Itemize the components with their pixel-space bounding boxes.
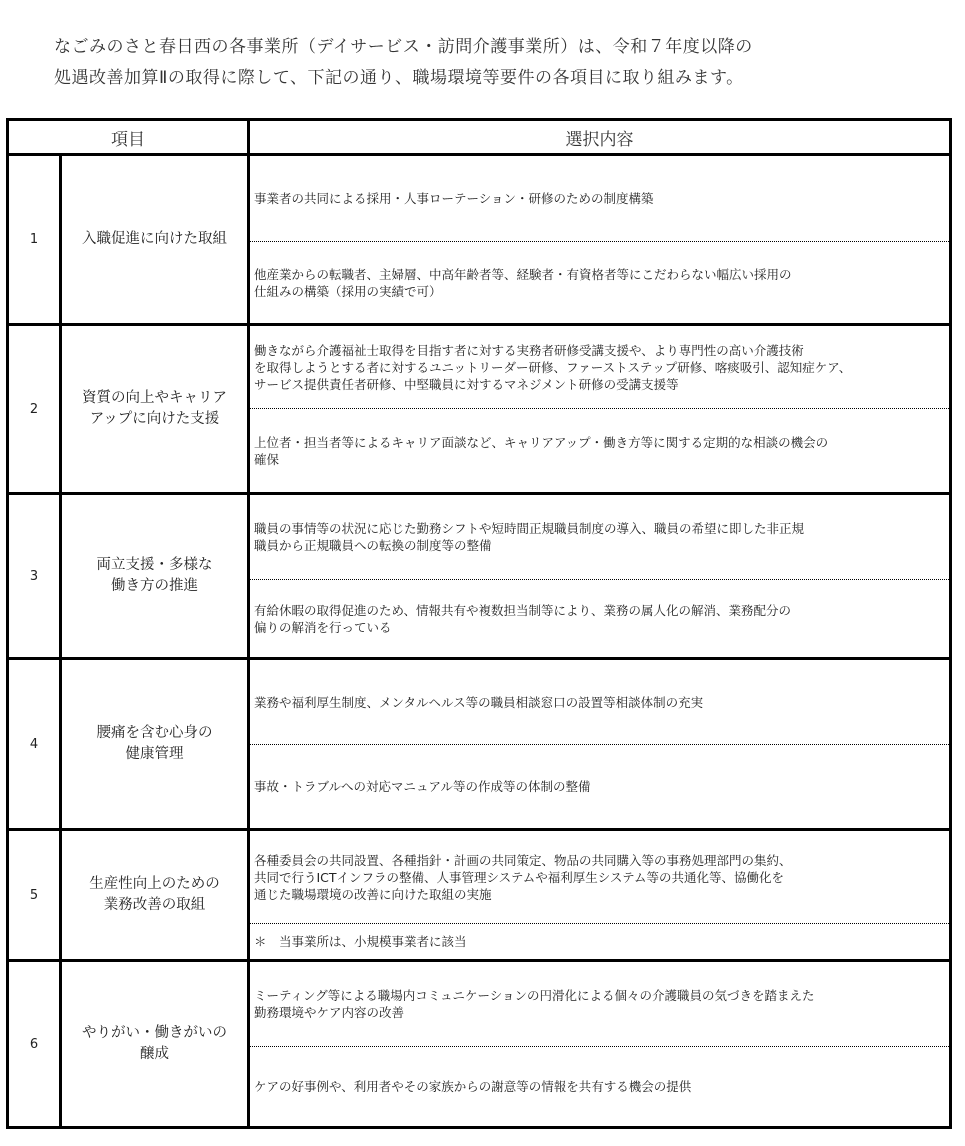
table-row [8, 659, 951, 830]
row-category: 資質の向上やキャリア アップに向けた支援 [61, 325, 249, 494]
row-options [249, 961, 951, 1128]
option-item: 業務や福利厚生制度、メンタルヘルス等の職員相談窓口の設置等相談体制の充実 [254, 694, 704, 710]
row-number: 5 [8, 830, 61, 961]
option-item: ＊ 当事業所は、小規模事業者に該当 [250, 923, 949, 959]
row-category: 両立支援・多様な 働き方の推進 [61, 494, 249, 659]
table-row [8, 155, 951, 325]
option-item: ケアの好事例や、利用者やその家族からの謝意等の情報を共有する機会の提供 [250, 1046, 949, 1126]
row-category: 生産性向上のための 業務改善の取組 [61, 830, 249, 961]
table-header-row [8, 120, 951, 155]
requirements-table [6, 118, 952, 1129]
table-row [8, 325, 951, 494]
table-row [8, 494, 951, 659]
option-item: 働きながら介護福祉士取得を目指す者に対する実務者研修受講支援や、より専門性の高い介護技術 を取得しようとする者に対するユニットリーダー研修、ファーストステップ研修、喀痰吸引、認知症ケア、 サービス提供責任者研修、中堅職員に対するマネジメント研修の受講支援等 [254, 342, 852, 392]
option-item: 上位者・担当者等によるキャリア面談など、キャリアアップ・働き方等に関する定期的な相談の機会の 確保 [250, 408, 949, 492]
header-item: 項目 [8, 120, 249, 155]
option-item: 職員の事情等の状況に応じた勤務シフトや短時間正規職員制度の導入、職員の希望に即した非正規 職員から正規職員への転換の制度等の整備 [254, 521, 805, 553]
row-options [249, 155, 951, 325]
option-item: 他産業からの転職者、主婦層、中高年齢者等、経験者・有資格者等にこだわらない幅広い採用の 仕組みの構築（採用の実績で可） [250, 241, 949, 323]
row-number: 3 [8, 494, 61, 659]
row-options [249, 830, 951, 961]
option-item: ミーティング等による職場内コミュニケーションの円滑化による個々の介護職員の気づきを踏まえた 勤務環境やケア内容の改善 [254, 988, 815, 1020]
intro-text [54, 32, 934, 94]
option-item: 各種委員会の共同設置、各種指針・計画の共同策定、物品の共同購入等の事務処理部門の集約、 共同で行うICTインフラの整備、人事管理システムや福利厚生システム等の共通化等、協働化を 通じた職場環境の改善に向けた取組の実施 [254, 852, 792, 902]
row-options [249, 494, 951, 659]
row-options [249, 659, 951, 830]
row-number: 1 [8, 155, 61, 325]
option-item: 有給休暇の取得促進のため、情報共有や複数担当制等により、業務の属人化の解消、業務配分の 偏りの解消を行っている [250, 579, 949, 657]
option-item: 事業者の共同による採用・人事ローテーション・研修のための制度構築 [254, 191, 654, 206]
row-options [249, 325, 951, 494]
row-number: 6 [8, 961, 61, 1128]
row-category: 入職促進に向けた取組 [61, 155, 249, 325]
table-row [8, 830, 951, 961]
header-content: 選択内容 [249, 120, 951, 155]
row-number: 4 [8, 659, 61, 830]
row-category: 腰痛を含む心身の 健康管理 [61, 659, 249, 830]
intro-line-2: 処遇改善加算Ⅱの取得に際して、下記の通り、職場環境等要件の各項目に取り組みます。 [54, 68, 744, 88]
intro-line-1: なごみのさと春日西の各事業所（デイサービス・訪問介護事業所）は、令和７年度以降の [54, 37, 753, 57]
option-item: 事故・トラブルへの対応マニュアル等の作成等の体制の整備 [250, 744, 949, 828]
row-number: 2 [8, 325, 61, 494]
row-category: やりがい・働きがいの 醸成 [61, 961, 249, 1128]
table-row [8, 961, 951, 1128]
